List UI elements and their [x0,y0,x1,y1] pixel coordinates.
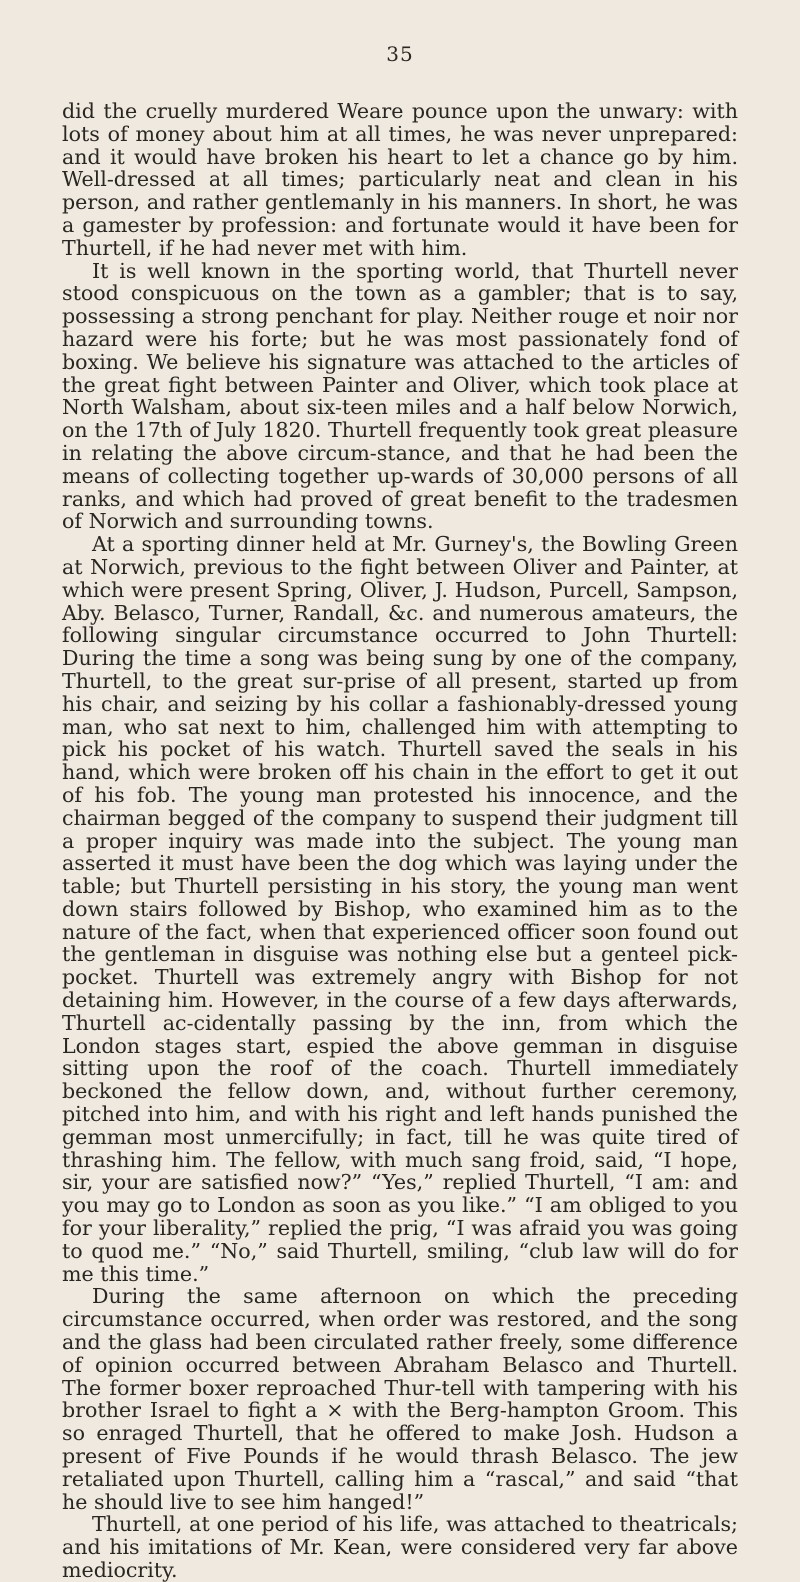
paragraph-1: did the cruelly murdered Weare pounce upon the unwary: with lots of money about him at all times, he was never unprepared: and it would have broken his heart to let a chance go by him. Well-dressed at all times; particularly neat and clean in his person, and rather gentlemanly in his manners. In short, he was a gamester by profession: and fortunate would it have been for Thurtell, if he had never met with him. [62,99,738,260]
paragraph-4: During the same afternoon on which the preceding circumstance occurred, when order was restored, and the song and the glass had been circulated rather freely, some difference of opinion occurred between Abraham Belasco and Thurtell. The former boxer reproached Thur-tell with tampering with his brother Israel to fight a × with the Berg-hampton Groom. This so enraged Thurtell, that he offered to make Josh. Hudson a present of Five Pounds if he would thrash Belasco. The jew retaliated upon Thurtell, calling him a “rascal,” and said “that he should live to see him hanged!” [62,1284,738,1514]
paragraph-5: Thurtell, at one period of his life, was attached to theatricals; and his imitations of Mr. Kean, were considered very far above mediocrity. [62,1512,738,1582]
paragraph-2: It is well known in the sporting world, that Thurtell never stood conspicuous on the town as a gambler; that is to say, possessing a strong penchant for play. Neither rouge et noir nor hazard were his forte; but he was most passionately fond of boxing. We believe his signature was attached to the articles of the great fight between Painter and Oliver, which took place at North Walsham, about six-teen miles and a half below Norwich, on the 17th of July 1820. Thurtell frequently took great pleasure in relating the above circum-stance, and that he had been the means of collecting together up-wards of 30,000 persons of all ranks, and which had proved of great benefit to the tradesmen of Norwich and surrounding towns. [62,258,738,534]
page-number: 35 [386,42,414,66]
paragraph-3: At a sporting dinner held at Mr. Gurney's, the Bowling Green at Norwich, previous to the fight between Oliver and Painter, at which were present Spring, Oliver, J. Hudson, Purcell, Sampson, Aby. Belasco, Turner, Randall, &c. and numerous amateurs, the following singular circumstance occurred to John Thurtell: During the time a song was being sung by one of the company, Thurtell, to the great sur-prise of all present, started up from his chair, and seizing by his collar a fashionably-dressed young man, who sat next to him, challenged him with attempting to pick his pocket of his watch. Thurtell saved the seals in his hand, which were broken off his chain in the effort to get it out of his fob. The young man protested his innocence, and the chairman begged of the company to suspend their judgment till a proper inquiry was made into the subject. The young man asserted it must have been the dog which was laying under the table; but Thurtell persisting in his story, the young man went down stairs followed by Bishop, who examined him as to the nature of the fact, when that experienced officer soon found out the gentleman in disguise was nothing else but a genteel pick-pocket. Thurtell was extremely angry with Bishop for not detaining him. However, in the course of a few days afterwards, Thurtell ac-cidentally passing by the inn, from which the London stages start, espied the above gemman in disguise sitting upon the roof of the coach. Thurtell immediately beckoned the fellow down, and, without further ceremony, pitched into him, and with his right and left hands punished the gemman most unmercifully; in fact, till he was quite tired of thrashing him. The fellow, with much sang froid, said, “I hope, sir, your are satisfied now?” “Yes,” replied Thurtell, “I am: and you may go to London as soon as you like.” “I am obliged to you for your liberality,” replied the prig, “I was afraid you was going to quod me.” “No,” said Thurtell, smiling, “club law will do for me this time.” [62,532,738,1286]
